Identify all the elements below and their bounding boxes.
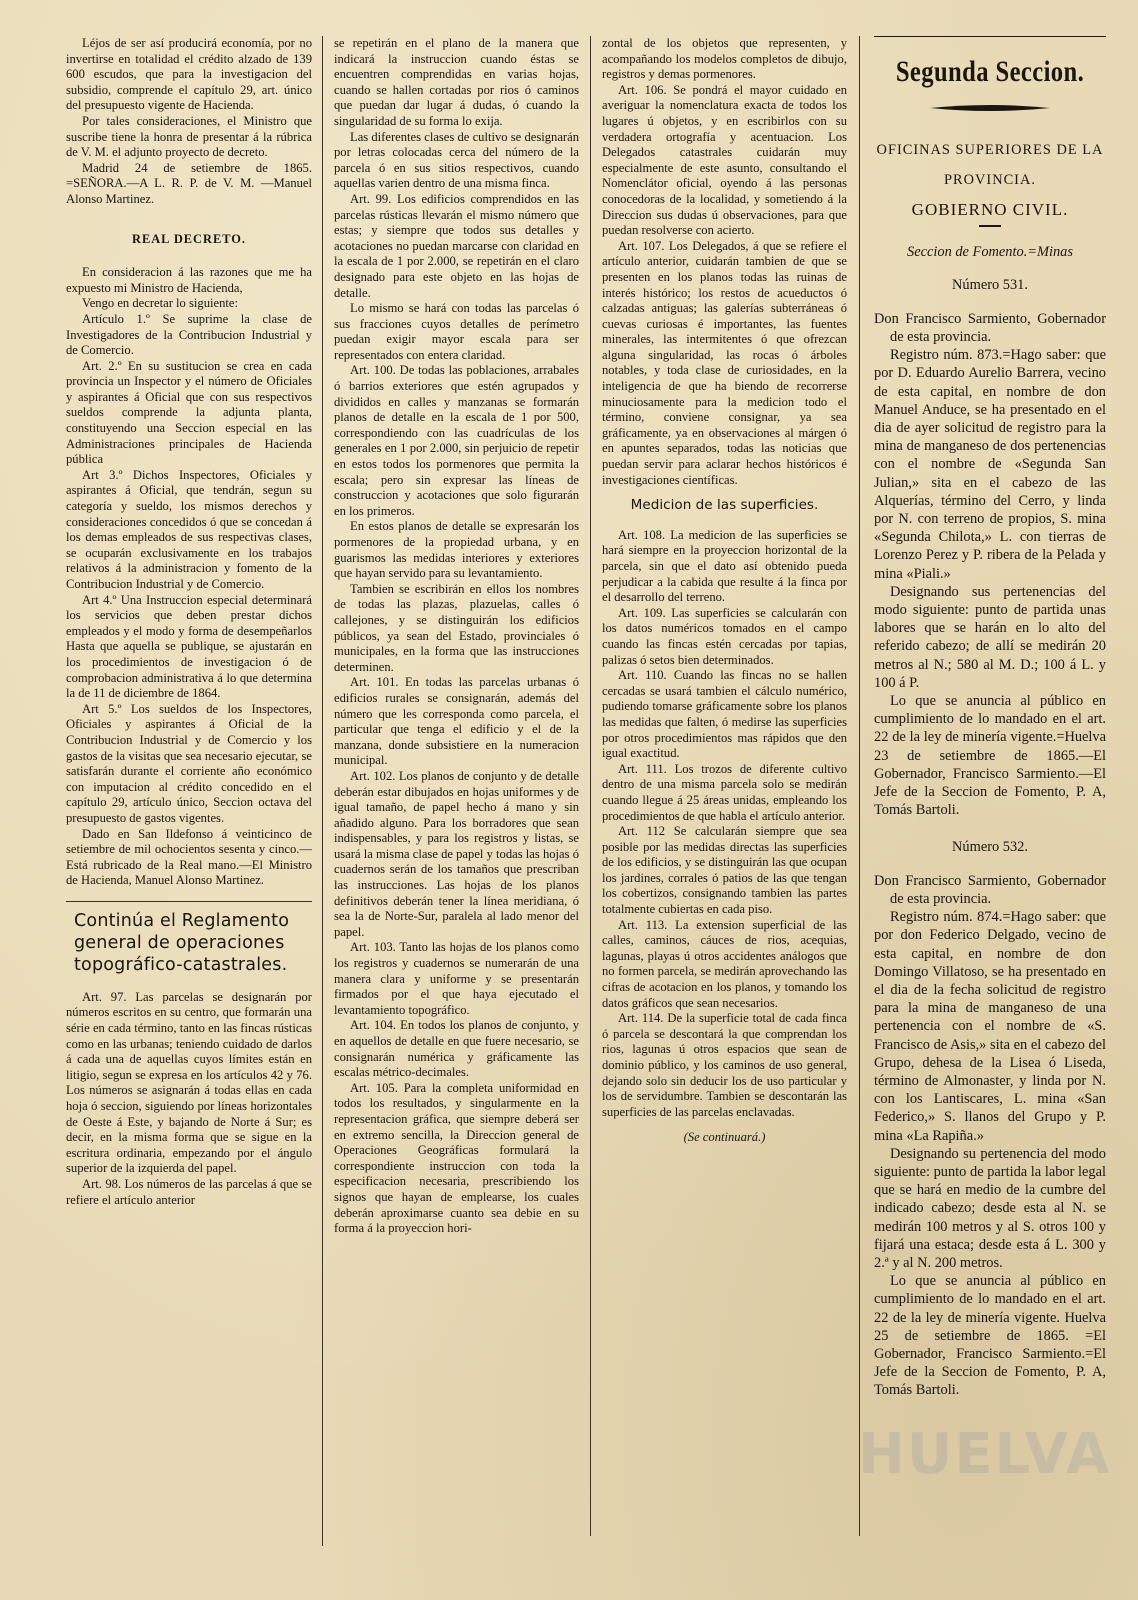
paragraph: Dado en San Ildefonso á veinticinco de setiembre de mil ochocientos sesenta y cinco.—Está rubricado de la Real mano.—El Ministro de Hacienda, Manuel Alonso Martinez.	[66, 826, 312, 888]
paragraph: Tambien se escribirán en ellos los nombres de todas las plazas, plazuelas, calles ó callejones, y se distinguirán los edificios públicos, ya sean del Estado, provinciales ó municipales, en la forma que las instrucciones determinen.	[334, 581, 579, 674]
paragraph: Por tales consideraciones, el Ministro que suscribe tiene la honra de presentar á la rúbrica de V. M. el adjunto proyecto de decreto.	[66, 113, 312, 160]
real-decreto-heading: REAL DECRETO.	[132, 231, 246, 246]
paragraph: Lo que se anuncia al público en cumplimiento de lo mandado en el art. 22 de la ley de minería vigente. Huelva 25 de setiembre de 1865. =El Gobernador, Francisco Sarmiento.=El Jefe de la Seccion de Fomento, P. A, Tomás Bartoli.	[874, 1273, 1106, 1399]
divider	[66, 901, 312, 902]
paragraph: Art 5.º Los sueldos de los Inspectores, Oficiales y aspirantes á Oficial de la Contribucion Industrial y de Comercio y los gastos de la visitas que sea necesario ejecutar, se satisfarán durante el corriente año económico con imputacion al crédito concedido en el capítulo 29, artículo único, Seccion octava del presupuesto de gastos vigentes.	[66, 701, 312, 825]
paragraph: Designando su pertenencia del modo siguiente: punto de partida la labor legal que se hará en medio de la cumbre del indicado cabezo; desde esta al N. se medirán 100 metros y al S. otros 100 y fijará una estaca; desde esta á L. 300 y 2.ª y al N. 200 metros.	[874, 1145, 1106, 1271]
column-rule	[859, 36, 860, 1536]
library-watermark: HUELVA	[858, 1422, 1112, 1487]
column-rule	[590, 36, 591, 1536]
paragraph: Art. 104. En todos los planos de conjunto, y en aquellos de detalle en que fuere necesario, se consignarán numérica y gráficamente las escalas métrico-decimales.	[334, 1018, 579, 1080]
paragraph: En estos planos de detalle se expresarán los pormenores de la propiedad urbana, y en guarismos las medidas interiores y exteriores que hayan servido para su levantamiento.	[334, 519, 579, 581]
paragraph: Art 3.º Dichos Inspectores, Oficiales y aspirantes á Oficial, que tendrán, segun su categoría y sueldo, los mismos derechos y consideraciones concedidos ó que se concedan á los demas empleados de sus respectivas clases, se ocuparán exclusivamente en los trabajos relativos á la administracion y fomento de la Contribucion Industrial y de Comercio.	[66, 467, 312, 591]
paragraph: Las diferentes clases de cultivo se designarán por letras colocadas cerca del número de la parcela ó en sus sitios respectivos, cuando aquellas varien dentro de una misma finca.	[334, 129, 579, 191]
column-2	[334, 36, 579, 1556]
seccion-fomento: Seccion de Fomento.=Minas	[907, 244, 1073, 261]
paragraph: Artículo 1.º Se suprime la clase de Investigadores de la Contribucion Industrial y de Comercio.	[66, 311, 312, 358]
gobierno-heading: GOBIERNO CIVIL.	[911, 200, 1069, 220]
column-4	[874, 36, 1106, 1556]
column-rule	[322, 36, 323, 1546]
paragraph: se repetirán en el plano de la manera que indicará la instruccion cuando éstas se encuentren comprendidas en varias hojas, cuando se hallen cortadas por rios ó caminos que puedan dar lugar á dudas, ó cuando la singularidad de su forma lo exija.	[334, 36, 579, 128]
paragraph: Art. 112 Se calcularán siempre que sea posible por las medidas directas las superficies de los edificios, y se distinguirán las que ocupan los jardines, corrales ó patios de las que tengan los cobertizos, consignando tambien las partes totalmente cubiertas en cada piso.	[602, 824, 847, 917]
paragraph: Art. 106. Se pondrá el mayor cuidado en averiguar la nomenclatura exacta de todos los lugares ú objetos, y en escribirlos con su verdadera ortografía y acentuacion. Los Delegados catastrales cuidarán muy especialmente de este asunto, consultando el Nomenclátor oficial, oyendo á las personas conocedoras de la localidad, y sometiendo á la Direccion sus dudas ú observaciones, para que puedan resolverse con acierto.	[602, 82, 847, 238]
numero-heading: Número 531.	[952, 276, 1028, 293]
ornament-icon	[930, 104, 1050, 112]
paragraph: zontal de los objetos que representen, y acompañando los modelos completos de dibujo, registros y demas pormenores.	[602, 36, 847, 82]
paragraph: Registro núm. 873.=Hago saber: que por D. Eduardo Aurelio Barrera, vecino de esta capital, en nombre de don Manuel Anduce, se ha presentado en el dia de ayer solicitud de registro para la mina de manganeso de dos pertenencias con el nombre de «Segunda San Julian,» sita en el cabezo de las Alquerías, término del Cerro, y linda por N. con terreno de propios, S. mina «Segunda Chilota,» L. con tierras de Lorenzo Perez y P. ribera de la Pelada y mina «Piali.»	[874, 347, 1106, 582]
paragraph: Art. 99. Los edificios comprendidos en las parcelas rústicas llevarán el mismo número que estas; y siempre que todos sus detalles y acotaciones no puedan marcarse con claridad en la escala de 1 por 2.000, se repetirán en el claro designado para este objeto en las hojas de detalle.	[334, 191, 579, 300]
paragraph: Madrid 24 de setiembre de 1865. =SEÑORA.—A L. R. P. de V. M. —Manuel Alonso Martinez.	[66, 160, 312, 206]
paragraph: Designando sus pertenencias del modo siguiente: punto de partida unas labores que se harán en lo alto del referido cabezo; de allí se medirán 20 metros al N.; 580 al M. D.; 100 á L. y 100 á P.	[874, 583, 1106, 691]
paragraph: Lo que se anuncia al público en cumplimiento de lo mandado en el art. 22 de la ley de minería vigente.=Huelva 23 de setiembre de 1865.—El Gobernador, Francisco Sarmiento.—El Jefe de la Seccion de Fomento, P. A, Tomás Bartoli.	[874, 693, 1106, 819]
paragraph: Art. 110. Cuando las fincas no se hallen cercadas se usará tambien el cálculo numérico, pudiendo tomarse gráficamente sobre los planos las medidas que falten, ó medirse las superficies por otros procedimientos mas rápidos que den igual exactitud.	[602, 668, 847, 761]
reglamento-heading: Continúa el Reglamento general de operaciones topográfico-catastrales.	[74, 910, 290, 975]
paragraph: Art. 109. Las superficies se calcularán con los datos numéricos tomados en el campo cuando las fincas estén cercadas por tapias, palizas ó setos bien determinados.	[602, 605, 847, 667]
top-rule	[874, 36, 1106, 37]
paragraph: Art. 101. En todas las parcelas urbanas ó edificios rurales se consignarán, además del número que les corresponda como parcela, el particular que tenga el edificio y el de la manzana, donde subsistiere en la numeracion municipal.	[334, 675, 579, 768]
numero-heading: Número 532.	[952, 838, 1028, 855]
paragraph: Léjos de ser así producirá economía, por no invertirse en totalidad el crédito alzado de 139 600 escudos, que para la investigacion del subsidio, comprende el capítulo 29, art. único del presupuesto vigente de Hacienda.	[66, 36, 312, 113]
paragraph: Registro núm. 874.=Hago saber: que por don Federico Delgado, vecino de esta capital, en nombre de don Domingo Villatoso, se ha presentado en el dia de la fecha solicitud de registro para la mina de manganeso de una pertenencia con el nombre de «S. Francisco de Asis,» sita en el cabezo del Grupo, dehesa de la Lisea ó Liseda, término de Almonaster, y linda por N. con los Lantiscares, L. mina «San Federico,» S. llanos del Grupo y P. mina «La Rapiña.»	[874, 909, 1106, 1144]
paragraph: Art. 107. Los Delegados, á que se refiere el artículo anterior, cuidarán tambien de que se presenten en los planos todas las ruinas de interés histórico; los restos de acueductos ó calzadas antiguas; las galerías subterráneas ó cuevas curiosas é importantes, las fuentes minerales, las intermitentes ó que ofrezcan alguna singularidad, las rocas ó árboles notables, y toda clase de curiosidades, en la inteligencia de que ha biendo de recorrerse minuciosamente para la medicion todo el término, conviene consignar, ya sea gráficamente, ya en observaciones al márgen ó en apuntes separados, todas las noticias que puedan servir para aclarar hechos históricos é investigaciones científicas.	[602, 238, 847, 487]
paragraph: Art. 105. Para la completa uniformidad en todos los resultados, y singularmente en la representacion gráfica, que siempre deberá ser en extremo sencilla, la Direccion general de Operaciones Geográficas formulará la correspondiente instruccion con toda la especificacion necesaria, prescribiendo los signos que hayan de emplearse, los cuales deberán aproximarse cuanto sea debie en su forma á la proyeccion hori-	[334, 1080, 579, 1236]
governor-line: Don Francisco Sarmiento, Gobernador de esta provincia.	[874, 310, 1106, 346]
paragraph: Art. 97. Las parcelas se designarán por números escritos en su centro, que formarán una série en cada término, tanto en las fincas rústicas como en las urbanas; teniendo cuidado de darlos á cada una de aquellas cuyos límites están en litigio, segun se expresa en los artículos 42 y 76. Los números se asignarán á todas ellas en cada hoja ó seccion, siguiendo por líneas horizontales de Oeste á Este, y bajando de Norte á Sur; es decir, en la misma forma que se sigue en la escritura ordinaria, empezando por el ángulo superior de la izquierda del papel.	[66, 989, 312, 1176]
paragraph: Art. 114. De la superficie total de cada finca ó parcela se descontará la que comprendan los rios, lagunas ú otros espacios que sean de dominio público, y los caminos de uso general, dejando solo sin deducir los de uso particular y los de servidumbre. Tambien se descontarán las superficies de las parcelas enclavadas.	[602, 1011, 847, 1119]
oficinas-heading: OFICINAS SUPERIORES DE LA PROVINCIA.	[876, 142, 1104, 189]
paragraph: Art. 102. Los planos de conjunto y de detalle deberán estar dibujados en hojas uniformes y de igual tamaño, de papel hecho á mano y sin añadido alguno. Para los borradores que sean indispensables, y para los registros y listas, se usará la misma clase de papel y todas las hojas ó cuadernos serán de los tamaños que prescriban las instrucciones. Las hojas de los planos definitivos deberán tener la línea meridiana, ó sea la de Norte-Sur, paralela al lado menor del papel.	[334, 768, 579, 939]
paragraph: Art 4.º Una Instruccion especial determinará los servicios que deben prestar dichos empleados y el modo y forma de desempeñarlos Hasta que aquella se publique, se ajustarán en los procedimientos de investigacion ó de comprobacion administrativa á lo que determina la de 11 de diciembre de 1864.	[66, 592, 312, 701]
paragraph: Art. 111. Los trozos de diferente cultivo dentro de una misma parcela solo se medirán cuando llegue á 25 áreas unidas, empleando los procedimientos de que habla el artículo anterior.	[602, 761, 847, 823]
paragraph: Vengo en decretar lo siguiente:	[82, 296, 238, 311]
section-title: Segunda Seccion.	[895, 55, 1085, 88]
paragraph: Art. 103. Tanto las hojas de los planos como los registros y cuadernos se numerarán de una manera clara y uniforme y se presentarán firmados por el que haya ejecutado el levantamiento topográfico.	[334, 940, 579, 1017]
paragraph: Art. 2.º En su sustitucion se crea en cada provincia un Inspector y el número de Oficiales y aspirantes á Oficial que con sus respectivos sueldos comprende la adjunta planta, constituyendo una Seccion especial en las Administraciones principales de Hacienda pública	[66, 358, 312, 467]
column-3	[602, 36, 847, 1556]
paragraph: Art. 100. De todas las poblaciones, arrabales ó barrios exteriores que estén agrupados y divididos en calles y manzanas se formarán planos de detalle en la escala de 1 por 500, correspondiendo con las cuadrículas de los generales en 1 por 2.000, sin perjuicio de repetir en estos todos los pormenores que permita la escala; pero sin expresar las líneas de construccion y acotaciones que solo figurarán en los primeros.	[334, 363, 579, 518]
paragraph: En consideracion á las razones que me ha expuesto mi Ministro de Hacienda,	[66, 265, 312, 295]
continuation-note: (Se continuará.)	[683, 1130, 766, 1145]
paragraph: Art. 98. Los números de las parcelas á que se refiere el artículo anterior	[66, 1177, 312, 1207]
governor-line: Don Francisco Sarmiento, Gobernador de esta provincia.	[874, 872, 1106, 907]
ornament-rule	[874, 99, 1106, 117]
short-rule	[979, 225, 1001, 227]
medicion-heading: Medicion de las superficies.	[630, 497, 819, 514]
paragraph: Lo mismo se hará con todas las parcelas ó sus fracciones cuyos detalles de perímetro puedan exigir mayor escala para ser representados con entera claridad.	[334, 301, 579, 362]
paragraph: Art. 113. La extension superficial de las calles, caminos, cáuces de rios, acequias, lagunas, playas ú otros accidentes análogos que no formen parcela, se medirán aprovechando las cifras de acotacion en los planos, y tomando los datos gráficos que sean necesarios.	[602, 917, 847, 1010]
column-1	[66, 36, 312, 1556]
paragraph: Art. 108. La medicion de las superficies se hará siempre en la proyeccion horizontal de la parcela, sin que el dato así obtenido pueda perjudicar a la cabida que resulte á la finca por el desarrollo del terreno.	[602, 527, 847, 605]
